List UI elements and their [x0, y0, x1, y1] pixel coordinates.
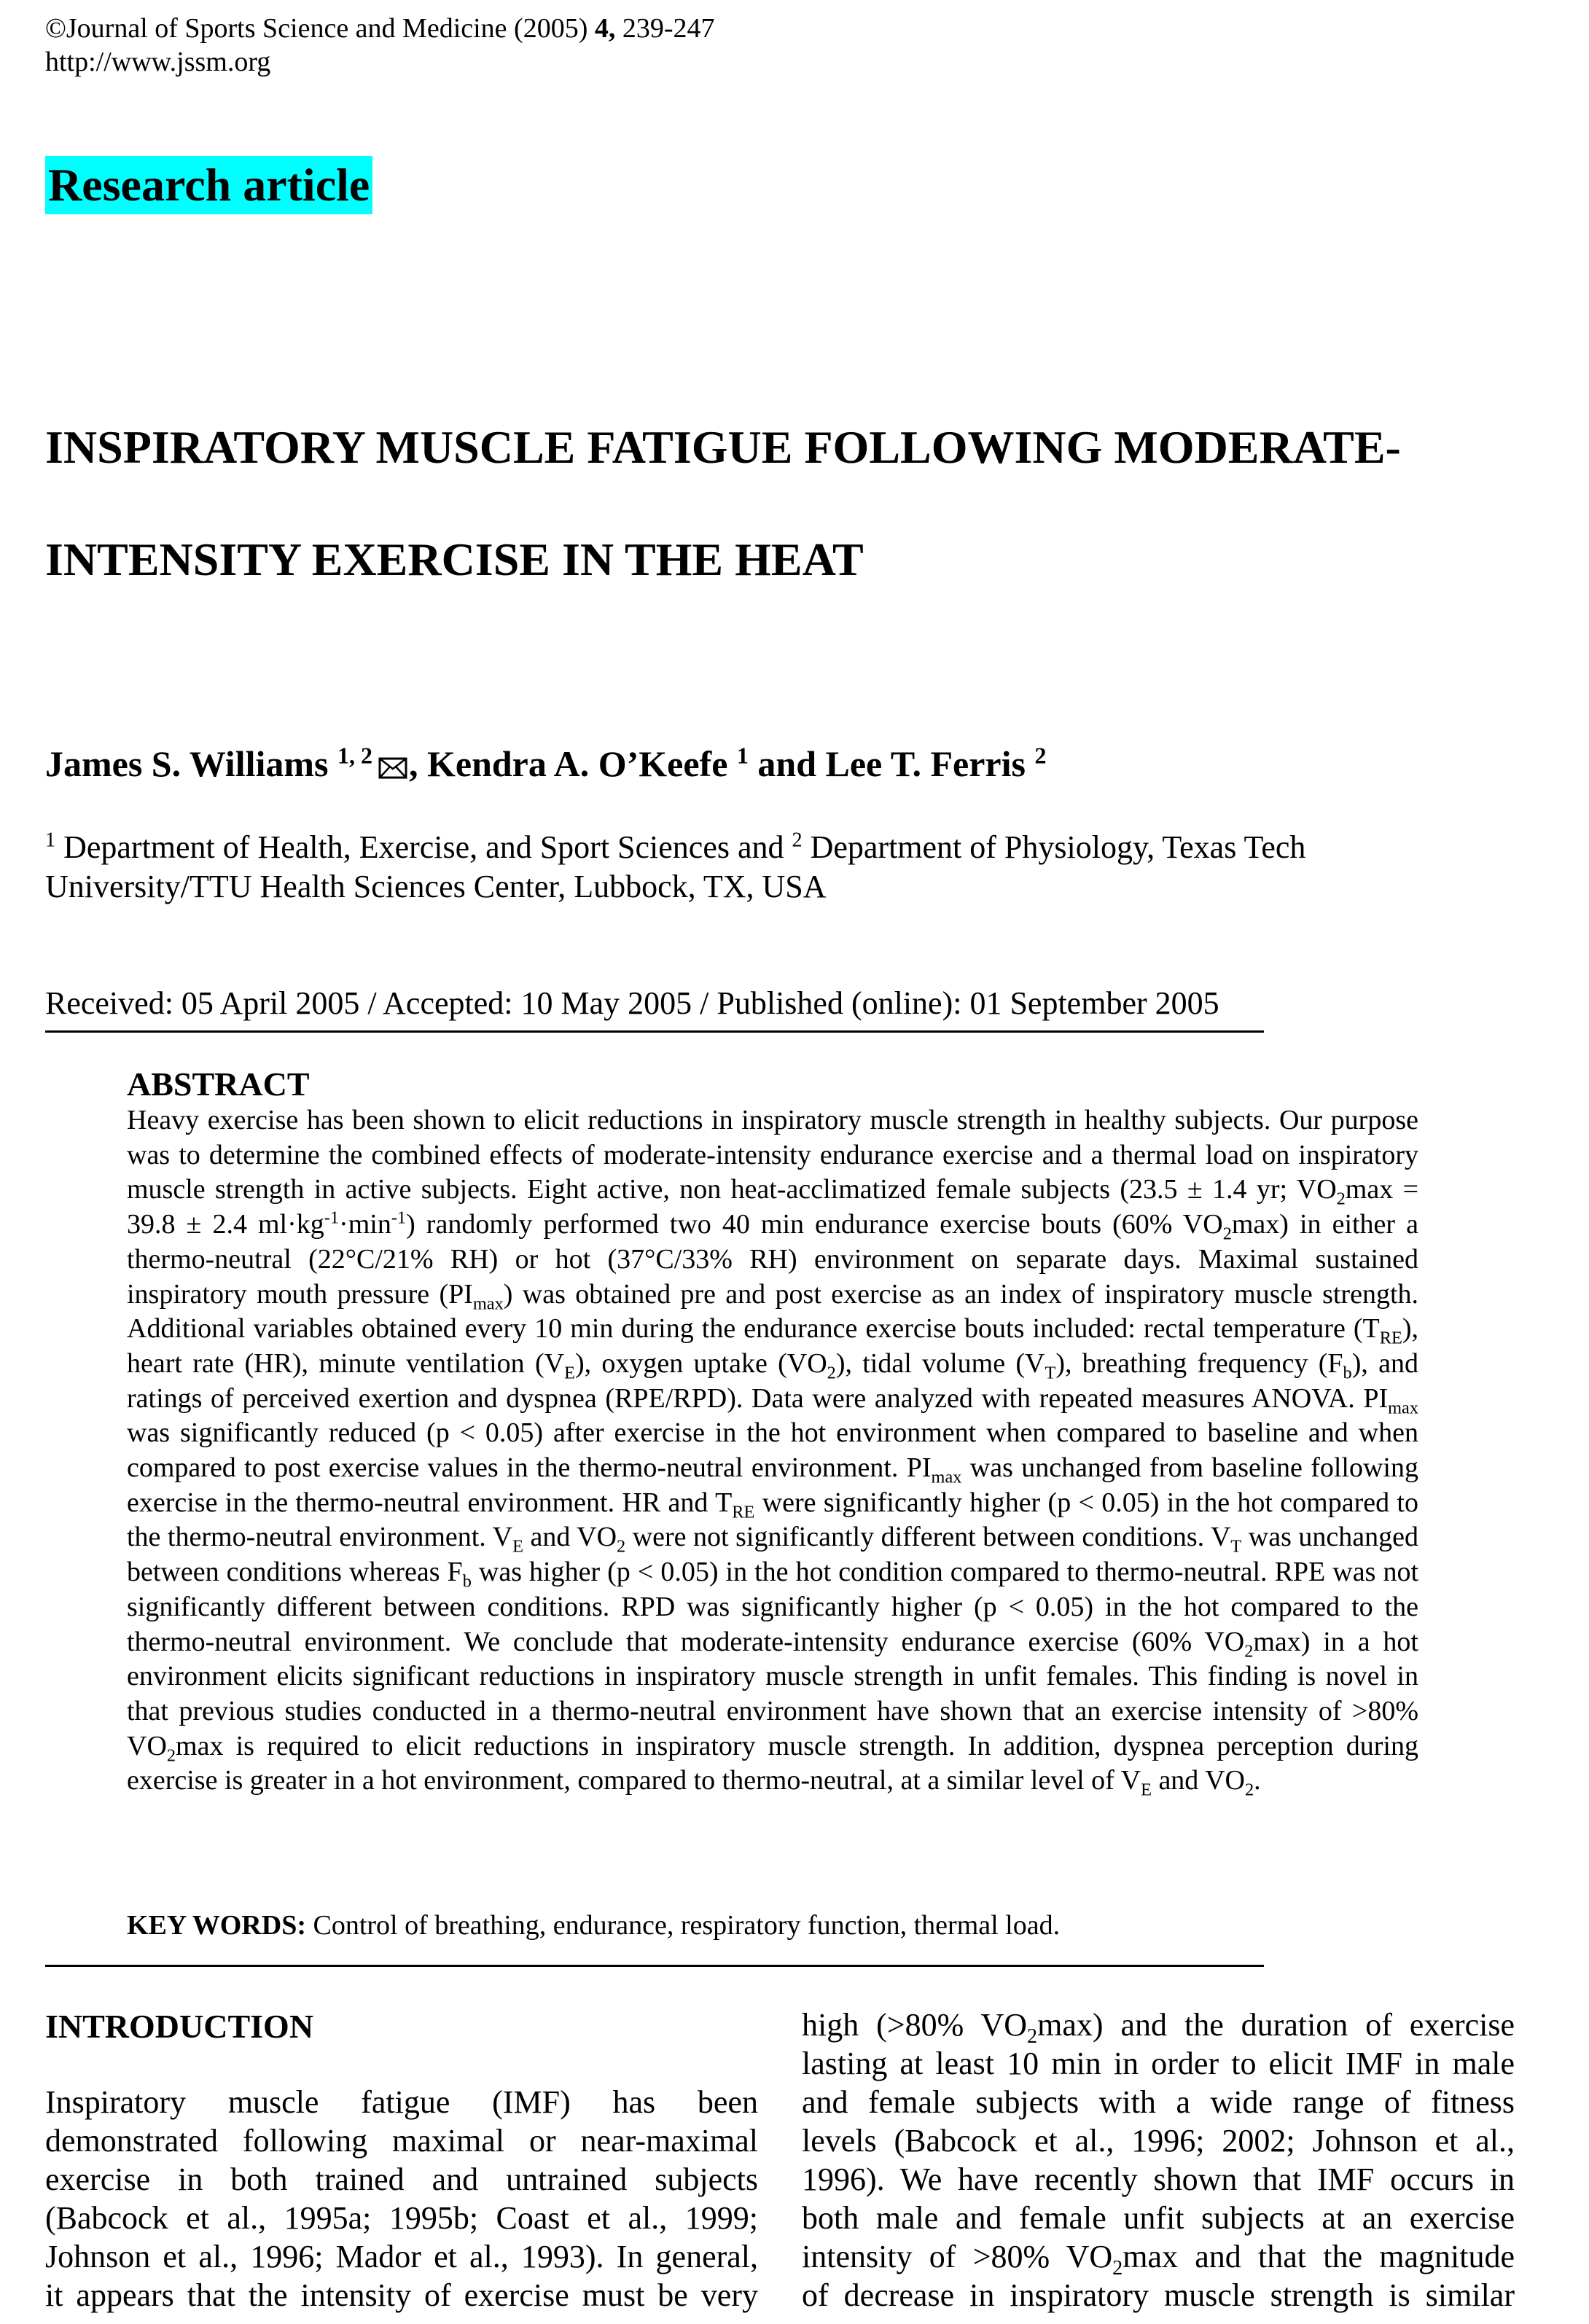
text-line: demonstrated following maximal or near-maximal: [45, 2123, 758, 2159]
keywords: [127, 1908, 1060, 1943]
text-line: both male and female unfit subjects at an exercise: [802, 2200, 1515, 2236]
author-separator: ,: [408, 743, 427, 784]
text-line: lasting at least 10 min in order to elicit IMF in male: [802, 2046, 1515, 2081]
article-type-badge: Research article: [45, 156, 372, 214]
author-name: Kendra A. O’Keefe: [426, 743, 728, 784]
author-name: Lee T. Ferris: [825, 743, 1026, 784]
author-affiliation-marker: 2: [1034, 742, 1047, 769]
keywords-text: Control of breathing, endurance, respiratory function, thermal load.: [305, 1910, 1061, 1941]
text-line: intensity of >80% $VO_2\max$ and that the magnitude: [802, 2239, 1515, 2280]
affiliation-text: Department of Health, Exercise, and Sport Sciences and: [63, 829, 792, 865]
text-line: Inspiratory muscle fatigue (IMF) has been: [45, 2084, 758, 2120]
text-line: and female subjects with a wide range of fitness: [802, 2084, 1515, 2120]
author-list: [45, 735, 1046, 793]
divider: [45, 1030, 1264, 1033]
mail-icon[interactable]: [378, 757, 407, 779]
introduction-right-column: [802, 2006, 1515, 2315]
abstract-body: Heavy exercise has been shown to elicit reductions in inspiratory muscle strength in healthy subjects. Our purpose was to determine the combined effects of moderate-intensity endurance exercise and a thermal load on inspiratory muscle strength in active subjects. Eight active, non heat-acclimatized female subjects (23.5 ± 1.4 yr; $VO_2\max = 39.8 \pm 2.4$ $ml\cdot kg^{-1}\cdot\min^{-1}$) randomly performed two 40 min endurance exercise bouts (60% $VO_2\max$) in either a thermo-neutral (22°C/21% RH) or hot (37°C/33% RH) environment on separate days. Maximal sustained inspiratory mouth pressure $(PI_{max})$ was obtained pre and post exercise as an index of inspiratory muscle strength. Additional variables obtained every 10 min during the endurance exercise bouts included: rectal temperature $(T_{RE})$, heart rate (HR), minute ventilation $(V_E)$, oxygen uptake $(VO_2)$, tidal volume $(V_T)$, breathing frequency $(F_b)$, and ratings of perceived exertion and dyspnea (RPE/RPD). Data were analyzed with repeated measures ANOVA. $PI_{max}$ was significantly reduced (p < 0.05) after exercise in the hot environment when compared to baseline and when compared to post exercise values in the thermo-neutral environment. $PI_{max}$ was unchanged from baseline following exercise in the thermo-neutral environment. HR and $T_{RE}$ were significantly higher (p < 0.05) in the hot compared to the thermo-neutral environment. $V_E$ and $VO_2$ were not significantly different between conditions. $V_T$ was unchanged between conditions whereas $F_b$ was higher (p < 0.05) in the hot condition compared to thermo-neutral. RPE was not significantly different between conditions. RPD was significantly higher (p < 0.05) in the hot compared to the thermo-neutral environment. We conclude that moderate-intensity endurance exercise (60% $VO_2\max$) in a hot environment elicits significant reductions in inspiratory muscle strength in unfit females. This finding is novel in that previous studies conducted in a thermo-neutral environment have shown that an exercise intensity of >80% $VO_2\max$ is required to elicit reductions in inspiratory muscle strength. In addition, dyspnea perception during exercise is greater in a hot environment, compared to thermo-neutral, at a similar level of $V_E$ and $VO_2$.: [127, 1105, 1419, 1800]
affiliation-marker: 1: [45, 829, 56, 852]
article-title-line-1: INSPIRATORY MUSCLE FATIGUE FOLLOWING MODERATE-: [45, 421, 1401, 473]
introduction-left-column: [45, 2083, 758, 2315]
affiliation-text: University/TTU Health Sciences Center, Lubbock, TX, USA: [45, 869, 827, 904]
text-line: it appears that the intensity of exercise must be very: [45, 2277, 758, 2313]
text-line: 1996). We have recently shown that IMF occurs in: [802, 2161, 1515, 2197]
affiliation-marker: 2: [792, 829, 803, 852]
journal-volume: 4,: [594, 13, 616, 44]
introduction-heading: INTRODUCTION: [45, 2008, 314, 2045]
author-separator: and: [748, 743, 826, 784]
affiliations: [45, 828, 1503, 907]
journal-name: ©Journal of Sports Science and Medicine (2005): [45, 13, 595, 44]
author-affiliation-marker: 1, 2: [337, 742, 372, 769]
keywords-label: KEY WORDS:: [127, 1910, 306, 1941]
author-affiliation-marker: 1: [736, 742, 749, 769]
abstract-heading: ABSTRACT: [127, 1065, 310, 1103]
text-line: levels (Babcock et al., 1996; 2002; Johnson et al.,: [802, 2123, 1515, 2159]
affiliation-text: Department of Physiology, Texas Tech: [810, 829, 1306, 865]
journal-url[interactable]: http://www.jssm.org: [45, 47, 271, 77]
text-line: exercise in both trained and untrained subjects: [45, 2161, 758, 2197]
text-line: Johnson et al., 1996; Mador et al., 1993). In general,: [45, 2239, 758, 2274]
abstract-section: [127, 1065, 1418, 1799]
article-title-line-2: INTENSITY EXERCISE IN THE HEAT: [45, 533, 864, 585]
divider: [45, 1965, 1264, 1967]
journal-citation: [45, 12, 715, 45]
text-line: high (>80% $VO_2\max$) and the duration of exercise: [802, 2007, 1515, 2048]
author-name: James S. Williams: [45, 743, 329, 784]
text-line: (Babcock et al., 1995a; 1995b; Coast et al., 1999;: [45, 2200, 758, 2236]
publication-dates: Received: 05 April 2005 / Accepted: 10 May 2005 / Published (online): 01 September 2005: [45, 985, 1219, 1021]
text-line: of decrease in inspiratory muscle strength is similar: [802, 2277, 1515, 2313]
journal-pages: 239-247: [615, 13, 715, 44]
